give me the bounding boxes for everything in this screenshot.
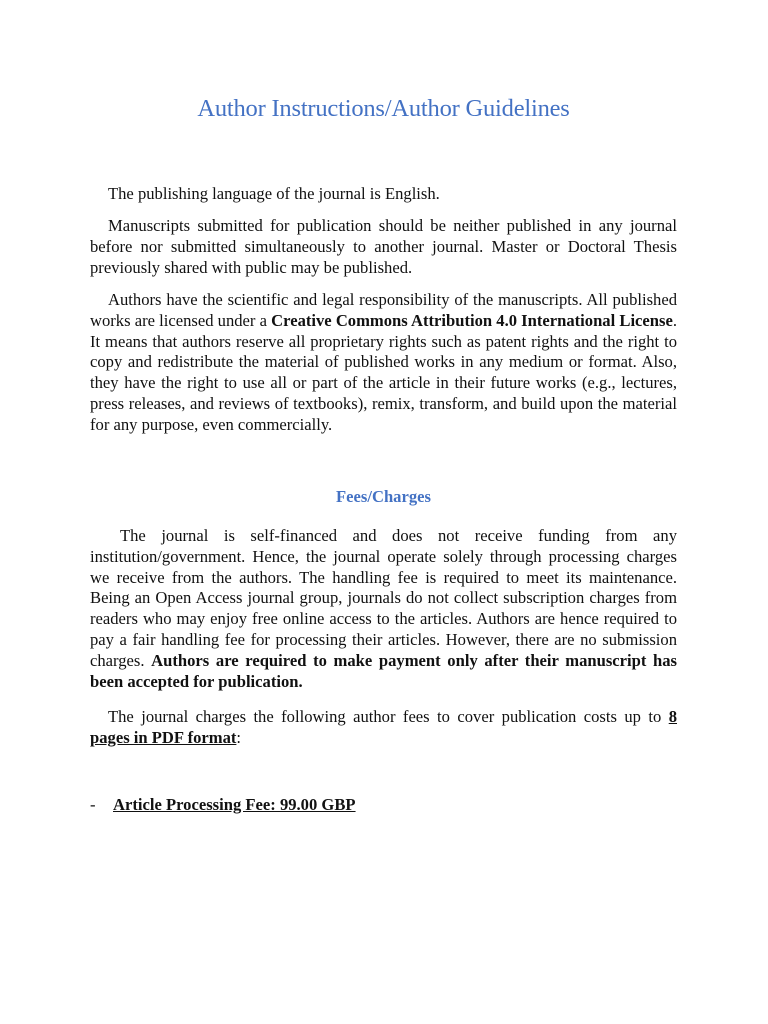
fees-text: The journal is self-financed and does not receive funding from any institution/government. Hence, the journal operate solely through processing charges we receive from the authors. The handling fee is required to meet its maintenance. Being an Open Access journal group, journals do not collect subscription charges from readers who may enjoy free online access to the articles. Authors are hence required to pay a fair handling fee for processing their articles. However, there are no submission charges. xyxy=(90,526,677,670)
fee-list-item xyxy=(90,795,356,815)
fees-paragraph xyxy=(90,526,677,692)
language-text: The publishing language of the journal is English. xyxy=(108,184,440,203)
charges-text: The journal charges the following author fees to cover publication costs up to xyxy=(108,707,669,726)
page-limit: 8 pages in PDF format xyxy=(90,707,677,747)
language-paragraph xyxy=(90,184,677,205)
license-text-intro: Authors have the scientific and legal responsibility of the manuscripts. All published works are licensed under a xyxy=(90,290,677,330)
charges-paragraph xyxy=(90,707,677,749)
submission-policy-paragraph xyxy=(90,216,677,278)
list-dash: - xyxy=(90,795,96,814)
fees-heading: Fees/Charges xyxy=(336,487,431,506)
license-name: Creative Commons Attribution 4.0 International License xyxy=(271,310,673,330)
article-processing-fee: Article Processing Fee: 99.00 GBP xyxy=(113,795,356,814)
payment-notice: Authors are required to make payment only after their manuscript has been accepted for publication. xyxy=(90,650,678,691)
charges-colon: : xyxy=(236,727,242,747)
page-title: Author Instructions/Author Guidelines xyxy=(197,95,570,122)
license-text-body: . It means that authors reserve all proprietary rights such as patent rights and the right to copy and redistribute the material of published works in any medium or format. Also, they have the right to use all or part of the article in their future works (e.g., lectures, press releases, and reviews of textbooks), remix, transform, and build upon the material for any purpose, even commercially. xyxy=(90,310,677,434)
submission-policy-text: Manuscripts submitted for publication should be neither published in any journal before nor submitted simultaneously to another journal. Master or Doctoral Thesis previously shared with public may be published. xyxy=(90,216,677,277)
license-paragraph xyxy=(90,290,677,436)
